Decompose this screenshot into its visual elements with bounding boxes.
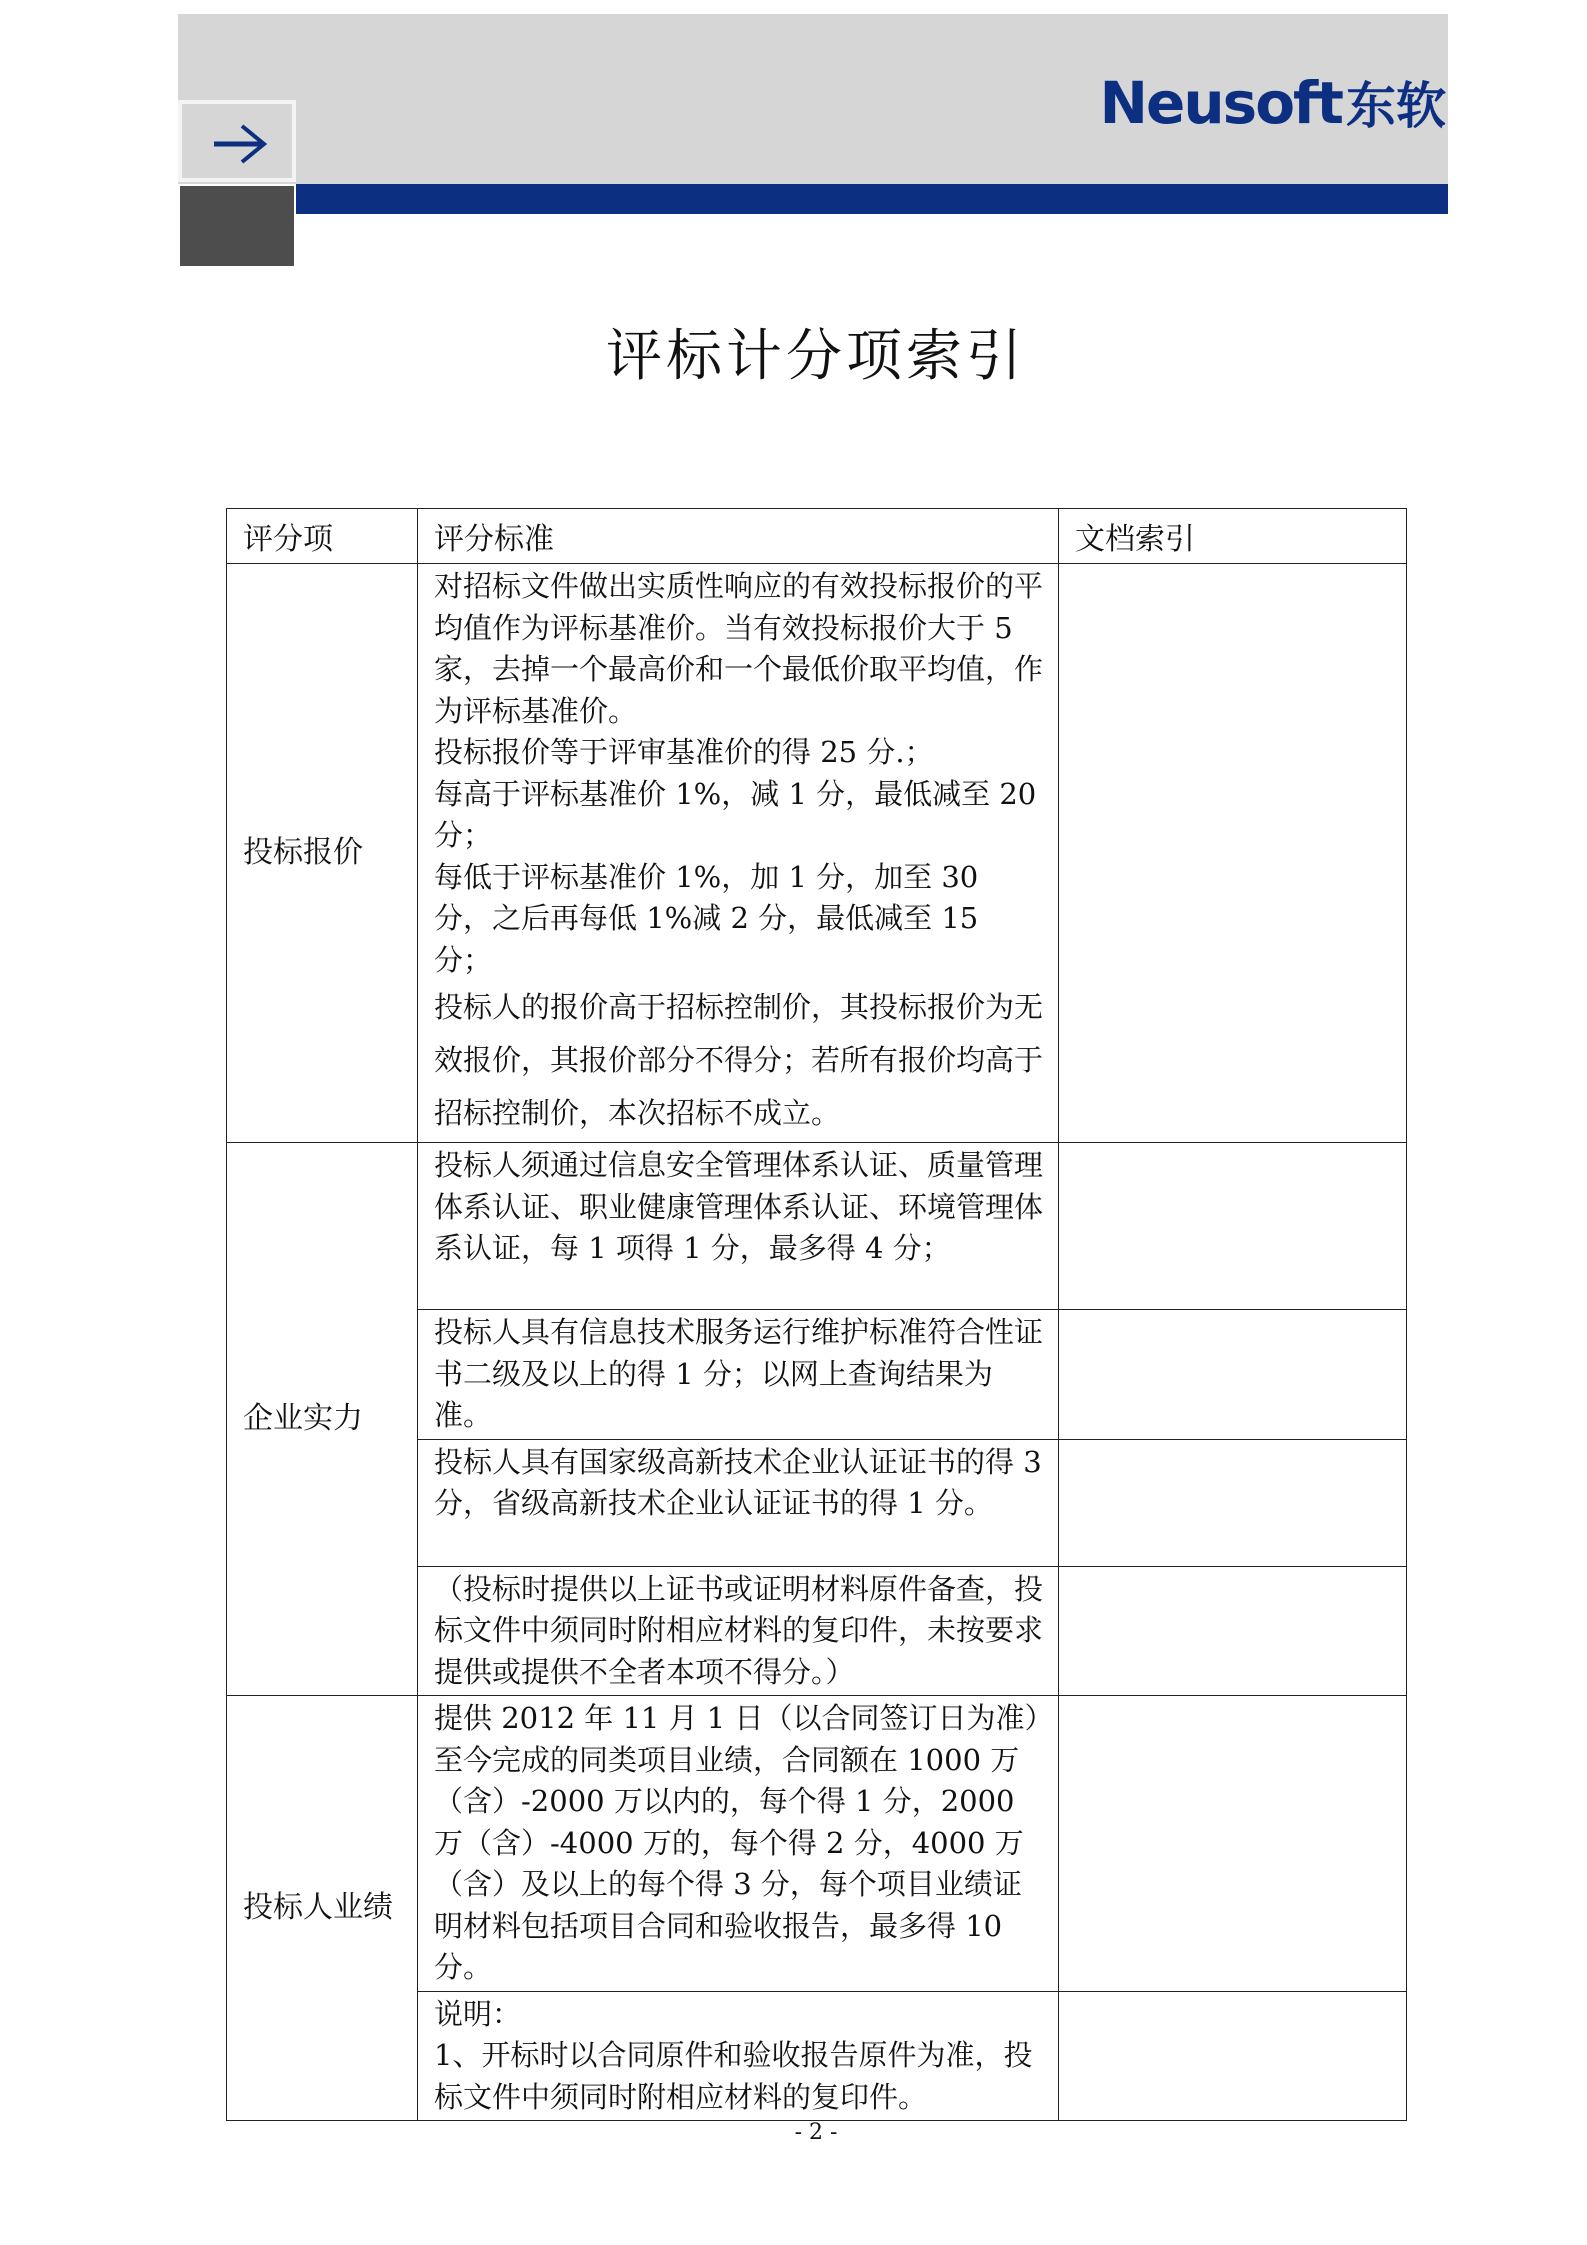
document-index-cell[interactable] — [1059, 564, 1407, 1143]
document-index-cell[interactable] — [1059, 1310, 1407, 1440]
arrow-right-icon — [212, 122, 268, 166]
header-banner — [178, 14, 1448, 184]
document-index-cell[interactable] — [1059, 1566, 1407, 1696]
document-index-cell[interactable] — [1059, 1143, 1407, 1310]
table-row — [227, 564, 1407, 1143]
header-dark-block — [180, 186, 294, 266]
criteria-cell — [418, 1991, 1059, 2121]
table-row — [227, 1143, 1407, 1310]
header-document-index: 文档索引 — [1059, 509, 1407, 564]
logo-latin: Neusoft — [1099, 69, 1342, 137]
criteria-cell — [418, 1143, 1059, 1310]
scoring-item-cell: 投标人业绩 — [227, 1696, 418, 2121]
document-index-cell[interactable] — [1059, 1696, 1407, 1992]
logo-cn: 东软 — [1346, 77, 1446, 135]
header-scoring-item: 评分项 — [227, 509, 418, 564]
document-index-cell[interactable] — [1059, 1991, 1407, 2121]
criteria-paragraph: 对招标文件做出实质性响应的有效投标报价的平均值作为评标基准价。当有效投标报价大于 5 家，去掉一个最高价和一个最低价取平均值，作为评标基准价。 — [434, 569, 1044, 728]
criteria-cell — [418, 1696, 1059, 1992]
criteria-paragraph: 投标人须通过信息安全管理体系认证、质量管理体系认证、职业健康管理体系认证、环境管理体系认证，每 1 项得 1 分，最多得 4 分； — [434, 1148, 1044, 1265]
criteria-paragraph: 投标人具有国家级高新技术企业认证证书的得 3 分，省级高新技术企业认证证书的得 1 分。 — [434, 1444, 1042, 1520]
criteria-paragraph: 提供 2012 年 11 月 1 日（以合同签订日为准）至今完成的同类项目业绩，合同额在 1000 万（含）-2000 万以内的，每个得 1 分，2000 万（含）-4000 万的，每个得 2 分，4000 万（含）及以上的每个得 3 分，每个项目业绩证明材料包括项目合同和验收报告，最多得 10 分。 — [434, 1701, 1039, 1984]
scoring-item-cell: 企业实力 — [227, 1143, 418, 1696]
criteria-paragraph: （投标时提供以上证书或证明材料原件备查，投标文件中须同时附相应材料的复印件，未按要求提供或提供不全者本项不得分。） — [434, 1571, 1044, 1689]
criteria-cell — [418, 564, 1059, 1143]
criteria-paragraph: 每低于评标基准价 1%，加 1 分，加至 30 分，之后再每低 1%减 2 分，最低减至 15 分； — [434, 859, 979, 977]
criteria-paragraph: 投标人具有信息技术服务运行维护标准符合性证书二级及以上的得 1 分；以网上查询结果为准。 — [434, 1315, 1044, 1432]
criteria-paragraph: 每高于评标基准价 1%，减 1 分，最低减至 20 分； — [434, 776, 1037, 852]
criteria-paragraph: 1、开标时以合同原件和验收报告原件为准，投标文件中须同时附相应材料的复印件。 — [434, 2038, 1033, 2114]
table-row — [227, 1696, 1407, 1992]
criteria-cell — [418, 1566, 1059, 1696]
header-blue-bar — [296, 184, 1448, 214]
page-title: 评标计分项索引 — [606, 324, 1026, 389]
criteria-cell — [418, 1310, 1059, 1440]
table-header-row — [227, 509, 1407, 564]
nav-arrow-box — [178, 100, 296, 182]
criteria-cell — [418, 1439, 1059, 1566]
criteria-paragraph: 投标人的报价高于招标控制价，其投标报价为无效报价，其报价部分不得分；若所有报价均高于招标控制价，本次招标不成立。 — [434, 990, 1044, 1130]
page-number: - 2 - — [794, 2120, 838, 2145]
criteria-paragraph: 说明： — [434, 1996, 522, 2031]
neusoft-logo — [986, 69, 1446, 137]
header-scoring-criteria: 评分标准 — [418, 509, 1059, 564]
criteria-paragraph: 投标报价等于评审基准价的得 25 分.； — [434, 735, 934, 769]
scoring-item-cell: 投标报价 — [227, 564, 418, 1143]
document-index-cell[interactable] — [1059, 1439, 1407, 1566]
scoring-index-table — [226, 508, 1407, 2121]
